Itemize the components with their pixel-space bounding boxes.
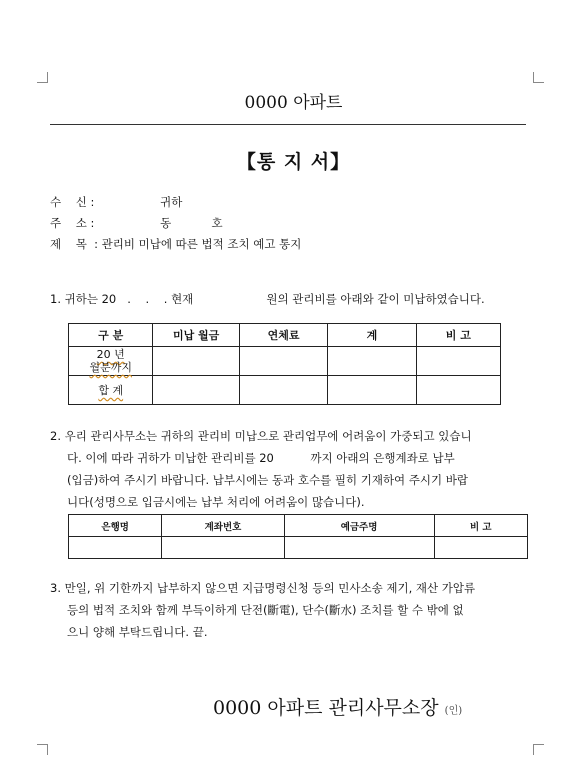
row-label: 합 계 bbox=[69, 376, 153, 405]
signature-line bbox=[213, 693, 462, 720]
table-row bbox=[69, 347, 501, 376]
table-cell bbox=[162, 537, 284, 559]
table-cell bbox=[416, 347, 500, 376]
column-header: 연체료 bbox=[239, 324, 327, 347]
corner-mark-bottom-left bbox=[37, 744, 48, 755]
corner-mark-top-left bbox=[37, 72, 48, 83]
section-3-text bbox=[50, 577, 534, 643]
paragraph-line: 다. 이에 따라 귀하가 미납한 관리비를 20 까지 아래의 은행계좌로 납부 bbox=[67, 451, 455, 465]
document-title: 【통 지 서】 bbox=[236, 151, 351, 173]
paragraph-line: 니다(성명으로 입금시에는 납부 처리에 어려움이 많습니다). bbox=[67, 495, 365, 509]
bank-account-table bbox=[68, 514, 528, 559]
paragraph-line: 등의 법적 조치와 함께 부득이하게 단전(斷電), 단수(斷水) 조치를 할 수 밖에 없 bbox=[67, 603, 464, 617]
paragraph-line: 3. 만일, 위 기한까지 납부하지 않으면 지급명령신청 등의 민사소송 제기, 재산 가압류 bbox=[50, 581, 476, 595]
table-cell bbox=[416, 376, 500, 405]
signature-text: 0000 아파트 관리사무소장 bbox=[213, 697, 445, 719]
table-cell bbox=[153, 347, 239, 376]
row-label-line: 월분까지 bbox=[89, 361, 132, 374]
column-header: 비 고 bbox=[416, 324, 500, 347]
corner-mark-top-right bbox=[533, 72, 544, 83]
paragraph-line: (입금)하여 주시기 바랍니다. 납부시에는 동과 호수를 필히 기재하여 주시기 바랍 bbox=[67, 473, 469, 487]
table-header-row bbox=[69, 324, 501, 347]
table-header-row bbox=[69, 515, 528, 537]
column-header: 미납 월금 bbox=[153, 324, 239, 347]
column-header: 계좌번호 bbox=[162, 515, 284, 537]
column-header: 은행명 bbox=[69, 515, 162, 537]
section-1-text: 1. 귀하는 20 . . . 현재 원의 관리비를 아래와 같이 미납하였습니다. bbox=[50, 292, 485, 306]
table-cell bbox=[434, 537, 527, 559]
table-cell bbox=[239, 347, 327, 376]
subject-field: 제 목 : 관리비 미납에 따른 법적 조치 예고 통지 bbox=[50, 237, 302, 251]
address-field: 주 소 : 동 호 bbox=[50, 216, 223, 230]
table-cell bbox=[239, 376, 327, 405]
column-header: 구 분 bbox=[69, 324, 153, 347]
corner-mark-bottom-right bbox=[533, 744, 544, 755]
row-label-line: 20 년 bbox=[96, 348, 125, 361]
paragraph-line: 2. 우리 관리사무소는 귀하의 관리비 미납으로 관리업무에 어려움이 가중되고 있습니 bbox=[50, 429, 472, 443]
table-cell bbox=[284, 537, 434, 559]
seal-mark: (인) bbox=[444, 705, 463, 717]
row-label bbox=[69, 347, 153, 376]
table-cell bbox=[328, 347, 416, 376]
column-header: 계 bbox=[328, 324, 416, 347]
table-cell bbox=[328, 376, 416, 405]
paragraph-line: 으니 양해 부탁드립니다. 끝. bbox=[67, 625, 208, 639]
recipient-field: 수 신 : 귀하 bbox=[50, 195, 183, 209]
column-header: 예금주명 bbox=[284, 515, 434, 537]
table-row bbox=[69, 537, 528, 559]
table-row bbox=[69, 376, 501, 405]
title-divider bbox=[50, 124, 526, 125]
table-cell bbox=[153, 376, 239, 405]
arrears-table bbox=[68, 323, 501, 405]
apartment-title: 0000 아파트 bbox=[244, 93, 343, 113]
section-2-text bbox=[50, 425, 534, 513]
column-header: 비 고 bbox=[434, 515, 527, 537]
table-cell bbox=[69, 537, 162, 559]
